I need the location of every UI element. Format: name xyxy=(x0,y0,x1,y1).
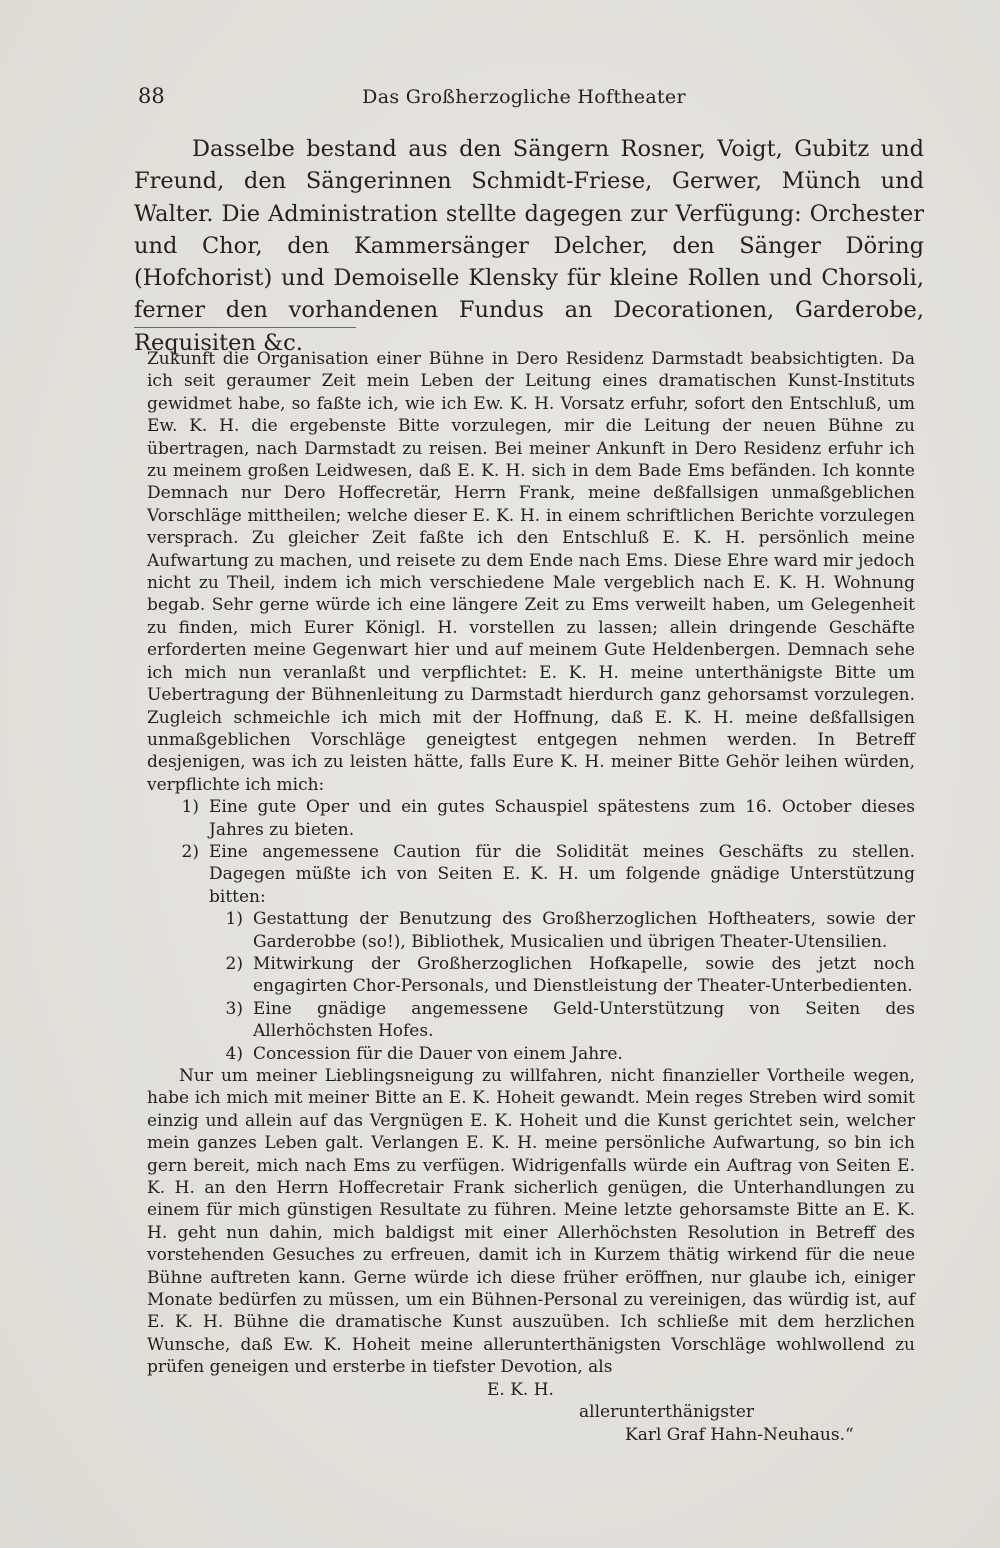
footnote xyxy=(147,348,915,1446)
sub-list-item-text: Mitwirkung der Großherzoglichen Hofkapelle, sowie des jetzt noch engagirten Chor-Personals, und Dienstleistung der Theater-Unterbedienten. xyxy=(253,953,915,997)
list-item xyxy=(147,796,915,841)
list-item-number: 1) xyxy=(181,797,199,818)
sub-list-item-number: 3) xyxy=(225,998,243,1019)
page-number: 88 xyxy=(138,84,165,108)
salutation: E. K. H. xyxy=(487,1379,554,1400)
footnote-intro: Zukunft die Organisation einer Bühne in Dero Residenz Darmstadt beabsichtigten. Da ich seit geraumer Zeit mein Leben der Leitung eines dramatischen Kunst-Instituts gewidmet habe, so faßte ich, wie ich Ew. K. H. Vorsatz erfuhr, sofort den Entschluß, um Ew. K. H. die ergebenste Bitte vorzulegen, mir die Leitung der neuen Bühne zu übertragen, nach Darmstadt zu reisen. Bei meiner Ankunft in Dero Residenz erfuhr ich zu meinem großen Leidwesen, daß E. K. H. sich in dem Bade Ems befänden. Ich konnte Demnach nur Dero Hoffecretär, Herrn Frank, meine deßfallsigen unmaßgeblichen Vorschläge mittheilen; welche dieser E. K. H. in einem schriftlichen Berichte vorzulegen versprach. Zu gleicher Zeit faßte ich den Entschluß E. K. H. persönlich meine Aufwartung zu machen, und reisete zu dem Ende nach Ems. Diese Ehre ward mir jedoch nicht zu Theil, indem ich mich verschiedene Male vergeblich nach E. K. H. Wohnung begab. Sehr gerne würde ich eine längere Zeit zu Ems verweilt haben, um Gelegenheit zu finden, mich Eurer Königl. H. vorstellen zu lassen; allein dringende Geschäfte erforderten meine Gegenwart hier und auf meinem Gute Heldenbergen. Demnach sehe ich mich nun veranlaßt und verpflichtet: E. K. H. meine unterthänigste Bitte um Uebertragung der Bühnenleitung zu Darmstadt hierdurch ganz gehorsamst vorzulegen. Zugleich schmeichle ich mich mit der Hoffnung, daß E. K. H. meine deßfallsigen unmaßgeblichen Vorschläge geneigtest entgegen nehmen werden. In Betreff desjenigen, was ich zu leisten hätte, falls Eure K. H. meiner Bitte Gehör leihen würden, verpflichte ich mich: xyxy=(147,349,915,795)
page-header xyxy=(138,84,910,114)
sub-list-item xyxy=(147,998,915,1043)
footnote-closing-paragraph: Nur um meiner Lieblingsneigung zu willfahren, nicht finanzieller Vortheile wegen, habe ich mich mit meiner Bitte an E. K. Hoheit gewandt. Mein reges Streben wird somit einzig und allein auf das Vergnügen E. K. Hoheit und die Kunst gerichtet sein, welcher mein ganzes Leben galt. Verlangen E. K. H. meine persönliche Aufwartung, so bin ich gern bereit, mich nach Ems zu verfügen. Widrigenfalls würde ein Auftrag von Seiten E. K. H. an den Herrn Hoffecretair Frank sicherlich genügen, die Unterhandlungen zu einem für mich günstigen Resultate zu führen. Meine letzte gehorsamste Bitte an E. K. H. geht nun dahin, mich baldigst mit einer Allerhöchsten Resolution in Betreff des vorstehenden Gesuches zu erfreuen, damit ich in Kurzem thätig wirkend für die neue Bühne auftreten kann. Gerne würde ich diese früher eröffnen, nur glaube ich, einiger Monate bedürfen zu müssen, um ein Bühnen-Personal zu vereinigen, das würdig ist, auf E. K. H. Bühne die dramatische Kunst auszuüben. Ich schließe mit dem herzlichen Wunsche, daß Ew. K. Hoheit meine allerunterthänigsten Vorschläge wohlwollend zu prüfen geneigen und ersterbe in tiefster Devotion, als xyxy=(147,1066,915,1378)
main-paragraph: Dasselbe bestand aus den Sängern Rosner, Voigt, Gubitz und Freund, den Sängerinnen Schmidt-Friese, Gerwer, Münch und Walter. Die Administration stellte dagegen zur Verfügung: Orchester und Chor, den Kammersänger Delcher, den Sänger Döring (Hofchorist) und Demoiselle Klensky für kleine Rollen und Chorsoli, ferner den vorhandenen Fundus an Decorationen, Garderobe, Requisiten &c. xyxy=(134,136,924,356)
sub-list-item-number: 1) xyxy=(225,909,243,930)
sub-list-item xyxy=(147,908,915,953)
sub-list-item-number: 2) xyxy=(225,953,243,974)
signature: Karl Graf Hahn-Neuhaus.“ xyxy=(625,1424,854,1445)
sub-list-item xyxy=(147,953,915,998)
sub-list-item-text: Concession für die Dauer von einem Jahre. xyxy=(253,1043,623,1064)
main-text xyxy=(134,133,924,359)
list-item-text: Eine gute Oper und ein gutes Schauspiel spätestens zum 16. October dieses Jahres zu bieten. xyxy=(209,797,915,840)
closing-word: allerunterthänigster xyxy=(579,1402,755,1423)
sub-list-item-number: 4) xyxy=(225,1043,243,1064)
sub-list-item-text: Eine gnädige angemessene Geld-Unterstützung von Seiten des Allerhöchsten Hofes. xyxy=(253,998,915,1042)
list-item-number: 2) xyxy=(181,841,199,862)
sub-list-item xyxy=(147,1043,915,1065)
list-item-text: Eine angemessene Caution für die Solidität meines Geschäfts zu stellen. Dagegen müßte ich von Seiten E. K. H. um folgende gnädige Unterstützung bitten: xyxy=(209,841,915,907)
footnote-rule xyxy=(134,327,356,328)
sub-list-item-text: Gestattung der Benutzung des Großherzoglichen Hoftheaters, sowie der Garderobbe (so!), Bibliothek, Musicalien und übrigen Theater-Utensilien. xyxy=(253,909,915,952)
list-item xyxy=(147,841,915,908)
running-title: Das Großherzogliche Hoftheater xyxy=(362,86,686,108)
